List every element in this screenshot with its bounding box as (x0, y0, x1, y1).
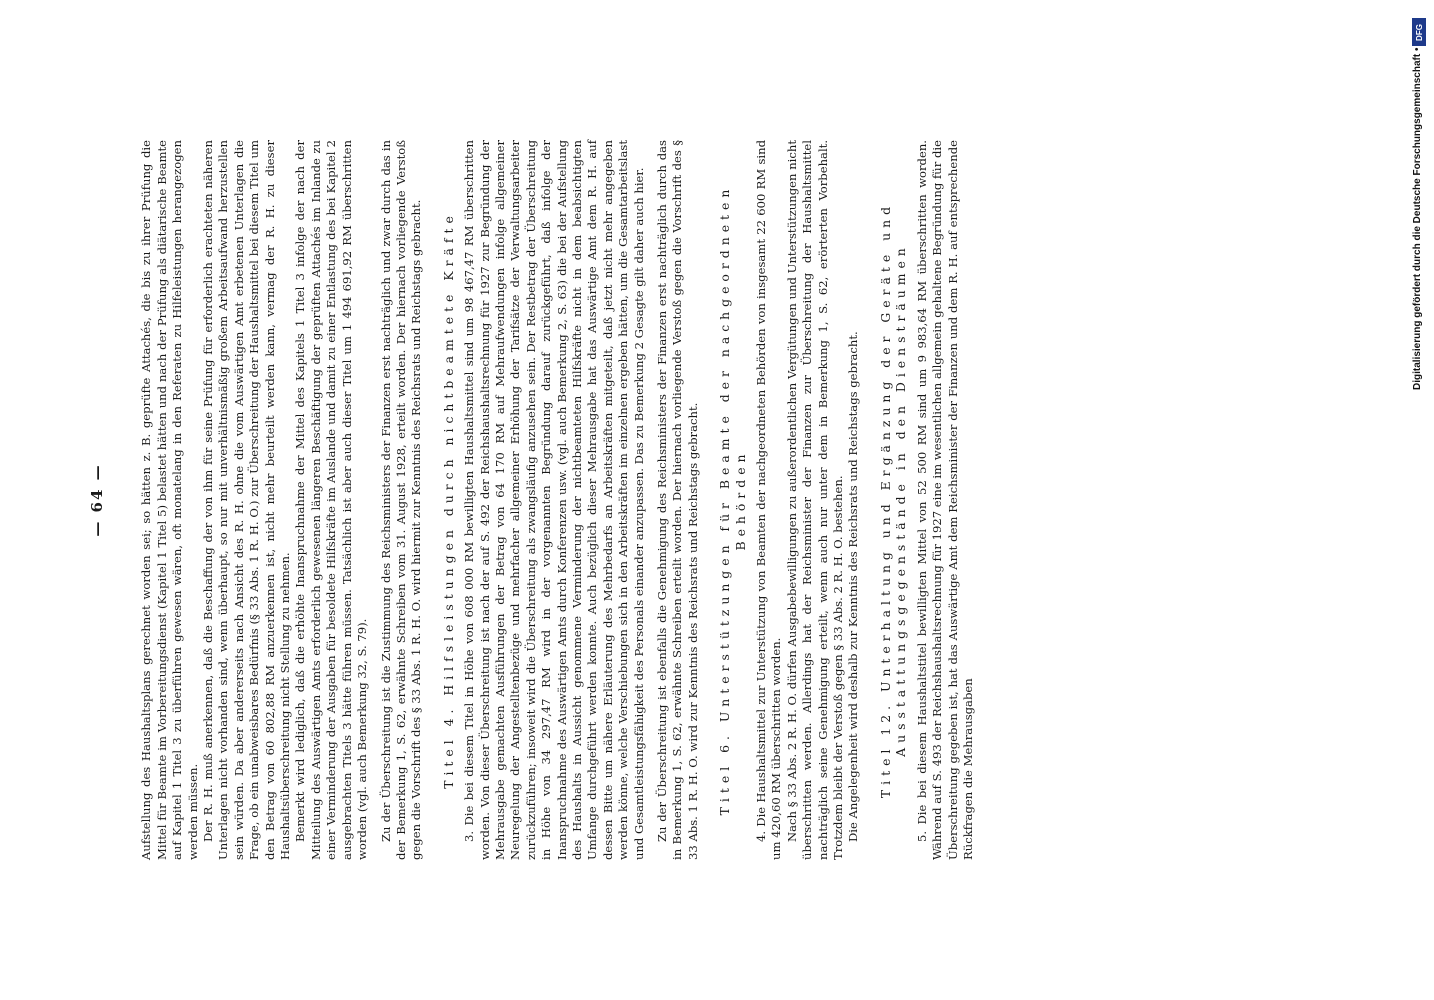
paragraph: Aufstellung des Haushaltsplans gerechnet worden sei; so hätten z. B. geprüfte Attachés, die bis zu ihrer Prüfung die Mittel für Beamte im Vorbereitungsdienst (Kapitel 1 Titel 5) belastet hätten und nach der Prüfung als diätarische Beamte auf Kapitel 1 Titel 3 zu überführen gewesen wären, oft monatelang in den Referaten zu Hilfeleistungen herangezogen werden müssen. (139, 140, 200, 860)
paragraph: Bemerkt wird lediglich, daß die erhöhte Inanspruchnahme der Mittel des Kapitels 1 Titel 3 infolge der nach der Mitteilung des Auswärtigen Amts erforderlich gewesenen längeren Beschäftigung der geprüften Attachés im Inlande zu einer Verminderung der Ausgaben für besoldete Hilfskräfte im Auslande und damit zu einer Entlastung des bei Kapitel 2 ausgebrachten Titels 3 hätte führen müssen. Tatsächlich ist aber auch dieser Titel um 1 494 691,92 RM überschritten worden (vgl. auch Bemerkung 32, S. 79). (293, 140, 370, 860)
paragraph: 4. Die Haushaltsmittel zur Unterstützung von Beamten der nachgeordneten Behörden von insgesamt 22 600 RM sind um 420,60 RM überschritten worden. (754, 140, 784, 860)
paragraph: Zu der Überschreitung ist ebenfalls die Genehmigung des Reichsministers der Finanzen erst nachträglich durch das in Bemerkung 1, S. 62, erwähnte Schreiben erteilt worden. Der hiernach vorliegende Verstoß gegen die Vorschrift des § 33 Abs. 1 R. H. O. wird zur Kenntnis des Reichsrats und Reichstags gebracht. (655, 140, 700, 860)
paragraph: Die Angelegenheit wird deshalb zur Kenntnis des Reichsrats und Reichstags gebracht. (846, 331, 861, 842)
paragraph: 5. Die bei diesem Haushaltstitel bewilligten Mittel von 52 500 RM sind um 9 983,64 RM überschritten worden. Während auf S. 493 der Reichshaushaltsrechnung für 1927 eine im wesentlichen allgemein gehaltene Begründung für die Überschreitung gegeben ist, hat das Auswärtige Amt dem Reichsminister der Finanzen und dem R. H. auf entsprechende Rückfragen die Mehrausgaben (914, 140, 975, 860)
funding-note: Digitalisierung gefördert durch die Deutsche Forschungsgemeinschaft • (1412, 47, 1423, 390)
paragraph: Zu der Überschreitung ist die Zustimmung des Reichsministers der Finanzen erst nachträglich und zwar durch das in der Bemerkung 1, S. 62, erwähnte Schreiben vom 31. August 1928, erteilt worden. Der hiernach vorliegende Verstoß gegen die Vorschrift des § 33 Abs. 1 R. H. O. wird hiermit zur Kenntnis des Reichsrats und Reichstags gebracht. (378, 140, 424, 860)
section-title: Titel 12. Unterhaltung und Ergänzung der Geräte und Ausstattungsgegenstände in den Diensträumen (877, 201, 909, 799)
page-text-block (90, 140, 1190, 860)
digitization-label (1406, 10, 1432, 990)
page-number: — 64 — (88, 463, 106, 537)
dfg-logo-icon: DFG (1412, 18, 1426, 46)
paragraph: Der R. H. muß anerkennen, daß die Beschaffung der von ihm für seine Prüfung für erforderlich erachteten näheren Unterlagen nicht vorhanden sind, wenn überhaupt, so nur mit unverhältnismäßig großem Arbeitsaufwand herzustellen sein würden. Da aber andererseits nach Ansicht des R. H. ohne die vom Auswärtigen Amt erbetenen Unterlagen die Frage, ob ein unabweisbares Bedürfnis (§ 33 Abs. 1 R. H. O.) zur Überschreitung der Haushaltsmittel bei diesem Titel um den Betrag von 60 802,88 RM anzuerkennen ist, nicht mehr beurteilt werden kann, vermag der R. H. zu dieser Haushaltsüberschreitung nicht Stellung zu nehmen. (201, 140, 293, 860)
section-title: Titel 6. Unterstützungen für Beamte der nachgeordneten Behörden (717, 184, 748, 816)
paragraph: Nach § 33 Abs. 2 R. H. O. dürfen Ausgabebewilligungen zu außerordentlichen Vergütungen und Unterstützungen nicht überschritten werden. Allerdings hat der Reichsminister der Finanzen zur Überschreitung der Haushaltsmittel nachträglich seine Genehmigung erteilt, wenn auch nur unter dem in Bemerkung 1, S. 62, erörterten Vorbehalt. Trotzdem bleibt der Verstoß gegen § 33 Abs. 2 R. H. O. bestehen. (784, 140, 846, 860)
rotated-scan (90, 140, 1190, 860)
section-title: Titel 4. Hilfsleistungen durch nichtbeamtete Kräfte (440, 211, 456, 789)
paragraph: 3. Die bei diesem Titel in Höhe von 608 000 RM bewilligten Haushaltsmittel sind um 98 467,47 RM überschritten worden. Von dieser Überschreitung ist nach der auf S. 492 der Reichshaushaltsrechnung für 1927 zur Begründung der Mehrausgabe gemachten Ausführungen der Betrag von 64 170 RM auf Mehraufwendungen infolge allgemeiner Neuregelung der Angestelltenbezüge und mehrfacher allgemeiner Erhöhung der Tarifsätze der Verwaltungsarbeiter zurückzuführen; insoweit wird die Überschreitung als zwangsläufig anzusehen sein. Der Restbetrag der Überschreitung in Höhe von 34 297,47 RM wird in der vorgenannten Begründung darauf zurückgeführt, daß infolge der Inanspruchnahme des Auswärtigen Amts durch Konferenzen usw. (vgl. auch Bemerkung 2, S. 63) die bei der Aufstellung des Haushalts in Aussicht genommene Verminderung der nichtbeamteten Hilfskräfte nicht in dem beabsichtigten Umfange durchgeführt werden konnte. Auch bezüglich dieser Mehrausgabe hat das Auswärtige Amt dem R. H. auf dessen Bitte um nähere Erläuterung des Mehrbedarfs an Arbeitskräften mitgeteilt, daß jetzt nicht mehr angegeben werden könne, welche Verschiebungen sich in den Arbeitskräften im einzelnen ergeben hätten, um die Gesamtarbeitslast und Gesamtleistungsfähigkeit des Personals einander anzupassen. Das zu Bemerkung 2 Gesagte gilt daher auch hier. (462, 140, 646, 860)
